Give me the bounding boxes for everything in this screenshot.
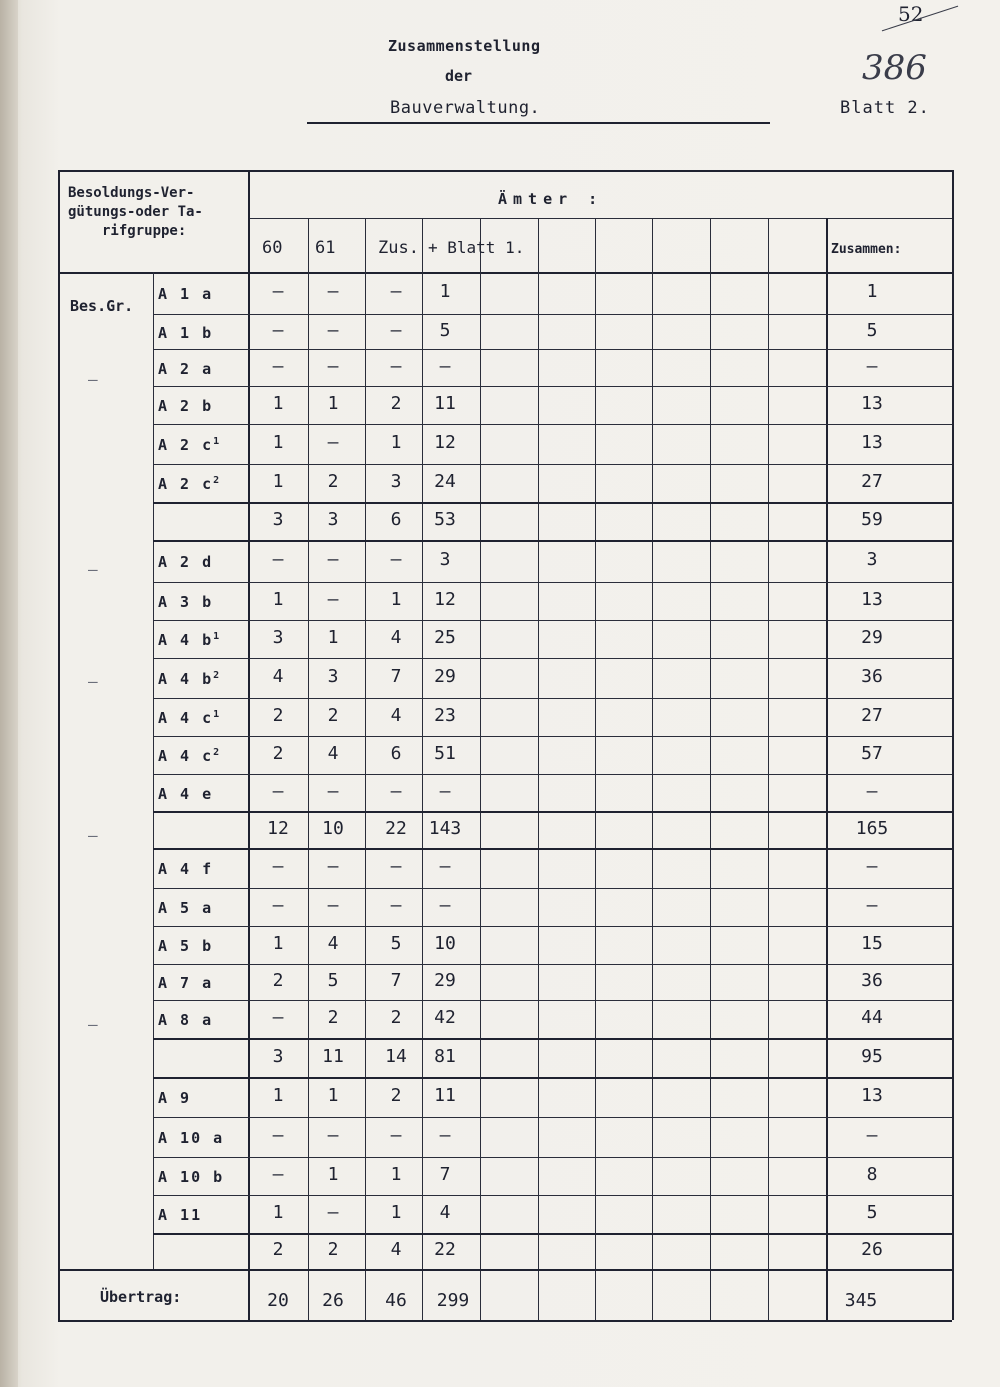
row-value: – [327,356,339,377]
row-label-sup: 2 [213,747,220,758]
margin-dash: – [88,560,98,579]
row-value: 1 [272,589,284,610]
row-value: 29 [434,970,456,991]
row-value: – [272,1164,284,1185]
row-label [158,360,213,378]
margin-dash: – [88,826,98,845]
row-value: 1 [272,432,284,453]
row-total: 8 [866,1164,878,1185]
row-label-text: A 9 [158,1089,192,1107]
row-value: 3 [272,509,284,530]
column-header: 60 [262,238,283,258]
row-total: 27 [861,471,883,492]
row-label [158,670,219,688]
row-line [153,464,952,465]
row-label [158,1206,202,1224]
row-value: – [390,356,402,377]
row-value: 3 [272,627,284,648]
row-total: 26 [861,1239,883,1260]
row-total: – [866,781,878,802]
row-value: – [327,320,339,341]
row-value: – [327,549,339,570]
row-total: 1 [866,281,878,302]
handwritten-number: 386 [862,48,927,88]
row-total: – [866,856,878,877]
row-value: – [272,356,284,377]
column-line [768,218,769,1320]
carry-value: 26 [322,1290,344,1311]
row-total: 59 [861,509,883,530]
row-label [158,1129,224,1147]
row-line [153,620,952,621]
row-label-text: A 11 [158,1206,203,1224]
row-total: 13 [861,432,883,453]
row-value: 2 [327,1007,339,1028]
row-value: 4 [390,1239,402,1260]
row-value: – [327,432,339,453]
row-label-text: A 4 e [158,785,214,803]
row-line [153,1000,952,1001]
row-label [158,785,213,803]
row-value: 12 [267,818,289,839]
row-total: – [866,895,878,916]
row-value: 2 [390,393,402,414]
row-value: – [390,895,402,916]
row-label-text: A 4 c [158,747,214,765]
row-value: 3 [439,549,451,570]
row-value: 1 [390,1164,402,1185]
row-label [158,285,213,303]
row-total: – [866,356,878,377]
row-line [153,736,952,737]
row-line [153,698,952,699]
column-line [422,218,423,1320]
row-label-sup: 1 [213,709,220,720]
row-line [153,1038,952,1040]
row-value: – [272,856,284,877]
row-value: 143 [428,818,462,839]
header-bottom-line [58,272,952,274]
row-value: 11 [434,1085,456,1106]
row-value: 22 [385,818,407,839]
row-line [153,424,952,425]
column-header: + Blatt 1. [428,238,525,257]
row-value: – [327,589,339,610]
row-value: 5 [390,933,402,954]
row-value: 1 [327,627,339,648]
row-value: – [439,856,451,877]
row-value: 12 [434,589,456,610]
row-label-text: A 4 c [158,709,214,727]
row-value: 53 [434,509,456,530]
row-label-text: A 7 a [158,974,214,992]
row-value: – [390,281,402,302]
row-label [158,899,213,917]
row-value: 1 [272,393,284,414]
row-total: 165 [855,818,889,839]
sheet-label: Blatt 2. [840,98,930,118]
row-line [153,888,952,889]
row-value: – [390,1125,402,1146]
row-total: 3 [866,549,878,570]
row-total: 57 [861,743,883,764]
row-value: – [272,281,284,302]
row-label [158,709,219,727]
row-value: 1 [272,471,284,492]
row-total: 29 [861,627,883,648]
row-value: 2 [327,1239,339,1260]
row-total: 36 [861,970,883,991]
row-value: 1 [390,432,402,453]
row-value: 1 [327,1085,339,1106]
carry-label: Übertrag: [100,1288,182,1306]
row-value: 4 [390,705,402,726]
row-value: – [327,895,339,916]
column-line [595,218,596,1320]
row-label-text: A 2 c [158,436,214,454]
title-line-1: Zusammenstellung [388,37,541,55]
amter-header: Ämter : [498,190,604,208]
column-line [308,218,309,1320]
row-value: – [272,1007,284,1028]
row-value: 1 [327,1164,339,1185]
header-subline [248,218,952,219]
row-value: 7 [439,1164,451,1185]
row-line [153,502,952,504]
carry-value: 20 [267,1290,289,1311]
row-value: 12 [434,432,456,453]
row-label [158,937,213,955]
row-line [153,1077,952,1079]
corner-header [68,184,203,241]
row-line [153,1117,952,1118]
row-value: 2 [272,705,284,726]
column-line [365,218,366,1320]
row-label-text: A 8 a [158,1011,214,1029]
row-value: 6 [390,509,402,530]
row-value: 25 [434,627,456,648]
row-value: – [327,781,339,802]
row-value: – [272,320,284,341]
total-column-divider [826,218,828,1320]
row-value: 4 [390,627,402,648]
row-value: 29 [434,666,456,687]
row-line [153,314,952,315]
row-line [153,964,952,965]
row-line [153,774,952,775]
row-label-sup: 1 [213,436,220,447]
row-value: – [327,856,339,877]
row-total: 5 [866,320,878,341]
row-label-text: A 4 b [158,631,214,649]
row-value: 1 [327,393,339,414]
row-value: 7 [390,666,402,687]
row-value: – [390,320,402,341]
row-value: 3 [272,1046,284,1067]
column-line [538,218,539,1320]
row-label [158,397,213,415]
row-label [158,974,213,992]
column-header: Zus. [378,238,419,258]
row-value: – [439,781,451,802]
column-line [710,218,711,1320]
row-value: 1 [439,281,451,302]
row-value: – [272,781,284,802]
row-value: 2 [272,970,284,991]
row-value: 1 [272,933,284,954]
row-label-text: A 2 a [158,360,214,378]
row-value: 42 [434,1007,456,1028]
row-line [153,349,952,350]
row-value: 7 [390,970,402,991]
row-label [158,1089,191,1107]
title-line-3: Bauverwaltung. [390,98,541,118]
row-value: 11 [434,393,456,414]
row-label-text: A 5 b [158,937,214,955]
carry-total: 345 [844,1290,878,1311]
row-value: – [439,1125,451,1146]
row-total: – [866,1125,878,1146]
row-label-text: A 10 b [158,1168,225,1186]
row-value: – [390,781,402,802]
row-label [158,1011,213,1029]
row-line [153,1233,952,1235]
row-label-text: A 2 b [158,397,214,415]
row-line [153,658,952,659]
row-total: 13 [861,393,883,414]
row-value: 2 [390,1007,402,1028]
row-value: 22 [434,1239,456,1260]
page-number: 52 [898,2,924,26]
row-value: – [272,549,284,570]
row-label [158,1168,224,1186]
row-total: 15 [861,933,883,954]
row-value: 3 [327,509,339,530]
row-value: 5 [327,970,339,991]
row-value: – [327,281,339,302]
row-label-text: A 3 b [158,593,214,611]
row-value: 14 [385,1046,407,1067]
row-value: 51 [434,743,456,764]
carry-value: 46 [385,1290,407,1311]
column-line [652,218,653,1320]
total-header: Zusammen: [831,242,902,257]
row-total: 44 [861,1007,883,1028]
margin-dash: – [88,672,98,691]
row-value: – [327,1202,339,1223]
row-label [158,593,213,611]
column-header: 61 [315,238,336,258]
row-value: – [327,1125,339,1146]
row-line [153,926,952,927]
row-label-text: A 10 a [158,1129,225,1147]
row-label-text: A 5 a [158,899,214,917]
row-label-text: A 4 b [158,670,214,688]
row-label [158,475,219,493]
row-label [158,860,213,878]
row-value: 6 [390,743,402,764]
row-value: 3 [390,471,402,492]
row-label-sup: 1 [213,631,220,642]
row-label [158,553,213,571]
row-label [158,324,213,342]
row-value: 1 [390,589,402,610]
row-label-text: A 2 c [158,475,214,493]
row-line [58,1269,952,1271]
row-value: 1 [272,1202,284,1223]
row-value: 81 [434,1046,456,1067]
row-label-text: A 1 a [158,285,214,303]
row-line [153,582,952,583]
row-value: 3 [327,666,339,687]
row-value: 23 [434,705,456,726]
margin-dash: – [88,370,98,389]
row-value: – [272,895,284,916]
row-label [158,436,219,454]
row-label-text: A 2 d [158,553,214,571]
table-left-border [58,170,60,1320]
row-label [158,747,219,765]
row-value: 4 [439,1202,451,1223]
row-total: 95 [861,1046,883,1067]
row-value: 1 [390,1202,402,1223]
row-value: 11 [322,1046,344,1067]
row-label-sup: 2 [213,475,220,486]
corner-header-line: Besoldungs-Ver- [68,185,195,201]
row-value: 4 [327,743,339,764]
row-line [153,848,952,850]
row-value: – [390,856,402,877]
row-value: 2 [327,471,339,492]
row-total: 36 [861,666,883,687]
row-value: 10 [434,933,456,954]
group-label: Bes.Gr. [70,297,134,315]
row-label-text: A 1 b [158,324,214,342]
row-label [158,631,219,649]
row-value: 4 [272,666,284,687]
title-line-2: der [445,67,473,85]
corner-header-line: gütungs-oder Ta- [68,204,203,220]
row-line [153,1195,952,1196]
row-value: – [272,1125,284,1146]
row-line [153,811,952,813]
row-value: 10 [322,818,344,839]
row-value: – [439,356,451,377]
row-line [153,1157,952,1158]
row-label-text: A 4 f [158,860,214,878]
row-total: 13 [861,1085,883,1106]
corner-header-line: rifgruppe: [102,223,187,239]
row-value: 4 [327,933,339,954]
table-bottom-border [58,1320,952,1322]
row-total: 5 [866,1202,878,1223]
row-value: – [390,549,402,570]
row-total: 13 [861,589,883,610]
row-value: 24 [434,471,456,492]
row-value: 2 [390,1085,402,1106]
row-value: 2 [327,705,339,726]
row-label-sup: 2 [213,670,220,681]
row-value: 2 [272,1239,284,1260]
carry-value: 299 [436,1290,470,1311]
margin-dash: – [88,1015,98,1034]
row-line [153,540,952,542]
column-line [480,218,481,1320]
row-total: 27 [861,705,883,726]
row-value: 2 [272,743,284,764]
label-column-divider [248,170,250,1320]
table-right-border [952,170,954,1320]
row-value: 5 [439,320,451,341]
row-line [153,386,952,387]
row-value: – [439,895,451,916]
group-column-divider [153,272,154,1269]
table-top-border [58,170,952,172]
row-value: 1 [272,1085,284,1106]
